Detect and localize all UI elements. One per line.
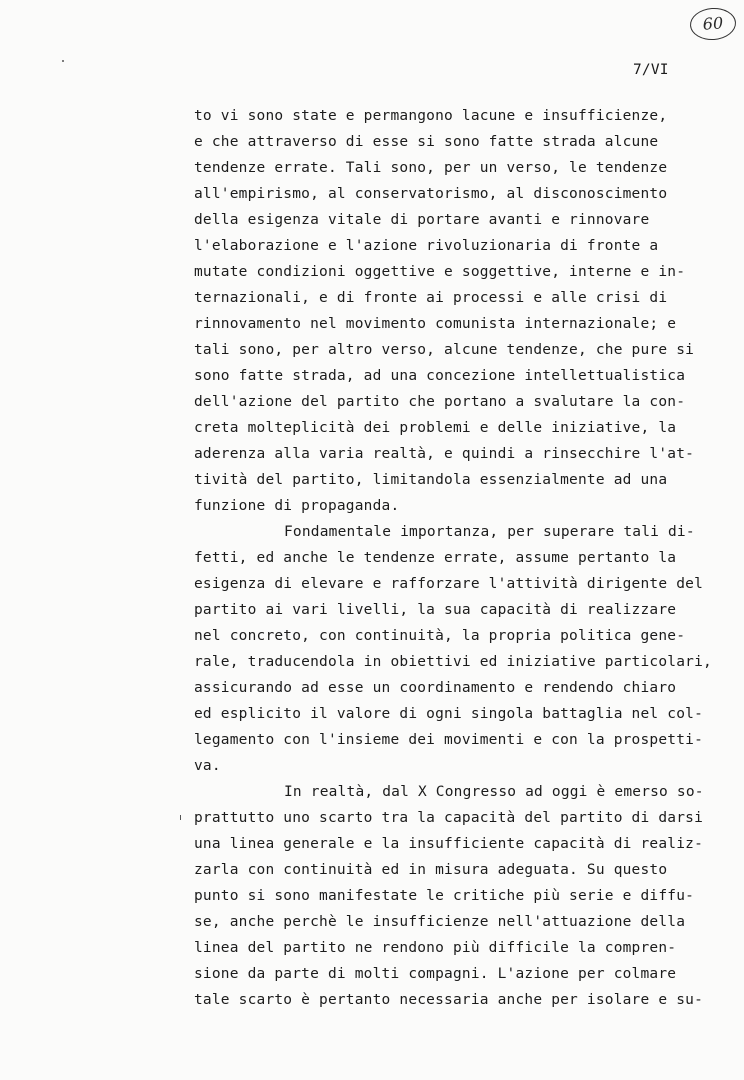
text-line: linea del partito ne rendono più difficile la compren- <box>194 940 677 956</box>
text-line: funzione di propaganda. <box>194 498 400 514</box>
text-line: Fondamentale importanza, per superare tali di- <box>284 524 695 540</box>
text-line: rale, traducendola in obiettivi ed iniziative particolari, <box>194 654 712 670</box>
text-line: tali sono, per altro verso, alcune tendenze, che pure si <box>194 342 695 358</box>
text-line: mutate condizioni oggettive e soggettive, interne e in- <box>194 264 686 280</box>
text-line: punto si sono manifestate le critiche più serie e diffu- <box>194 888 695 904</box>
text-line: e che attraverso di esse si sono fatte strada alcune <box>194 134 659 150</box>
text-line: zarla con continuità ed in misura adeguata. Su questo <box>194 862 668 878</box>
text-line: tività del partito, limitandola essenzialmente ad una <box>194 472 668 488</box>
text-line: to vi sono state e permangono lacune e insufficienze, <box>194 108 668 124</box>
text-line: In realtà, dal X Congresso ad oggi è emerso so- <box>284 784 704 800</box>
text-line: dell'azione del partito che portano a svalutare la con- <box>194 394 686 410</box>
text-line: va. <box>194 758 221 774</box>
paper-speck <box>62 60 64 62</box>
text-line: assicurando ad esse un coordinamento e rendendo chiaro <box>194 680 677 696</box>
text-line: esigenza di elevare e rafforzare l'attività dirigente del <box>194 576 703 592</box>
text-line: ternazionali, e di fronte ai processi e alle crisi di <box>194 290 668 306</box>
text-line: ed esplicito il valore di ogni singola battaglia nel col- <box>194 706 703 722</box>
text-line: tendenze errate. Tali sono, per un verso, le tendenze <box>194 160 668 176</box>
text-line: prattutto uno scarto tra la capacità del partito di darsi <box>194 810 703 826</box>
text-line: sione da parte di molti compagni. L'azione per colmare <box>194 966 677 982</box>
paper-mark <box>180 815 181 820</box>
text-line: partito ai vari livelli, la sua capacità di realizzare <box>194 602 677 618</box>
text-line: della esigenza vitale di portare avanti e rinnovare <box>194 212 650 228</box>
text-line: rinnovamento nel movimento comunista internazionale; e <box>194 316 677 332</box>
text-line: all'empirismo, al conservatorismo, al disconoscimento <box>194 186 668 202</box>
text-line: una linea generale e la insufficiente capacità di realiz- <box>194 836 703 852</box>
text-line: tale scarto è pertanto necessaria anche per isolare e su- <box>194 992 703 1008</box>
text-line: creta molteplicità dei problemi e delle iniziative, la <box>194 420 677 436</box>
text-line: nel concreto, con continuità, la propria politica gene- <box>194 628 686 644</box>
text-line: l'elaborazione e l'azione rivoluzionaria di fronte a <box>194 238 659 254</box>
text-line: fetti, ed anche le tendenze errate, assume pertanto la <box>194 550 677 566</box>
archive-stamp-number: 60 <box>689 6 737 41</box>
text-line: aderenza alla varia realtà, e quindi a rinsecchire l'at- <box>194 446 695 462</box>
text-line: sono fatte strada, ad una concezione intellettualistica <box>194 368 686 384</box>
text-line: legamento con l'insieme dei movimenti e con la prospetti- <box>194 732 703 748</box>
text-line: se, anche perchè le insufficienze nell'attuazione della <box>194 914 686 930</box>
page-reference: 7/VI <box>633 62 669 78</box>
